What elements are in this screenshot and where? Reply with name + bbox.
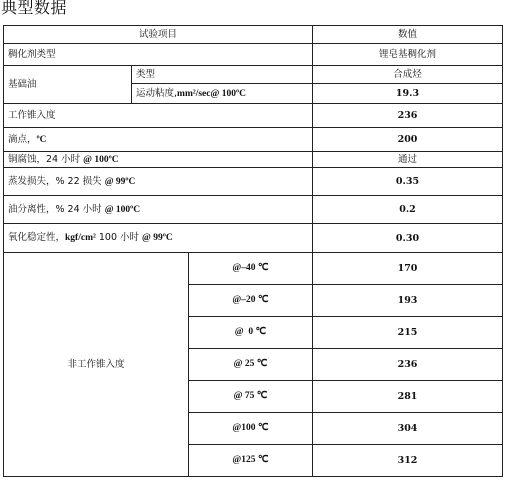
- oil-separation-condition: @ 100ºC: [104, 204, 141, 215]
- temperature-label: @–20 ℃: [189, 285, 313, 317]
- temperature-label: @ 25 ℃: [189, 349, 313, 381]
- drop-point-unit: ºC: [36, 134, 47, 145]
- work-penetration-value: 236: [313, 104, 503, 128]
- table-row: [4, 128, 503, 152]
- corrosion-label: [4, 152, 313, 168]
- corrosion-label-text: 铜腐蚀，24 小时: [8, 153, 84, 165]
- base-oil-viscosity-value: 19.3: [313, 84, 503, 104]
- header-value: 数值: [313, 26, 503, 44]
- base-oil-viscosity-label: [132, 84, 313, 104]
- corrosion-value: 通过: [313, 152, 503, 168]
- base-oil-type-label: 类型: [132, 66, 313, 84]
- oil-separation-label: [4, 196, 313, 224]
- table-row: [4, 168, 503, 196]
- table-header-row: [4, 26, 503, 44]
- base-oil-type-value: 合成烃: [313, 66, 503, 84]
- oil-separation-value: 0.2: [313, 196, 503, 224]
- temperature-label: @ 75 ℃: [189, 381, 313, 413]
- oxidation-value: 0.30: [313, 224, 503, 253]
- table-row: [4, 196, 503, 224]
- table-row: [4, 224, 503, 253]
- temperature-label: @100 ℃: [189, 413, 313, 445]
- evaporation-value: 0.35: [313, 168, 503, 196]
- drop-point-label: [4, 128, 313, 152]
- corrosion-condition: @ 100ºC: [83, 154, 119, 165]
- base-oil-label: 基础油: [4, 66, 132, 104]
- temperature-label: @125 ℃: [189, 445, 313, 477]
- thickener-label: 稠化剂类型: [4, 44, 313, 66]
- penetration-value: 193: [313, 285, 503, 317]
- penetration-value: 304: [313, 413, 503, 445]
- penetration-value: 281: [313, 381, 503, 413]
- table-row: [4, 44, 503, 66]
- evaporation-label-text: 蒸发损失，% 22 损失: [8, 175, 105, 187]
- oxidation-condition: @ 99ºC: [142, 233, 173, 243]
- viscosity-unit: mm²/sec@ 100ºC: [177, 88, 246, 99]
- temperature-label: @ 0 ℃: [189, 317, 313, 349]
- evaporation-label: [4, 168, 313, 196]
- page-title: 典型数据: [1, 0, 68, 17]
- penetration-value: 170: [313, 253, 503, 285]
- temperature-label: @–40 ℃: [189, 253, 313, 285]
- oxidation-duration: 100 小时: [95, 232, 143, 243]
- oxidation-unit: kgf/cm²: [65, 233, 96, 243]
- thickener-value: 锂皂基稠化剂: [313, 44, 503, 66]
- oxidation-label-text: 氧化稳定性，: [8, 232, 66, 243]
- penetration-value: 236: [313, 349, 503, 381]
- table-row: [4, 152, 503, 168]
- oil-separation-label-text: 油分离性，% 24 小时: [8, 203, 105, 215]
- oxidation-label: [4, 224, 313, 253]
- table-row: [4, 104, 503, 128]
- viscosity-label-text: 运动粘度,: [136, 87, 178, 99]
- table-row: [4, 253, 503, 285]
- penetration-value: 312: [313, 445, 503, 477]
- drop-point-label-text: 滴点，: [8, 133, 37, 145]
- header-item: 试验项目: [4, 26, 313, 44]
- drop-point-value: 200: [313, 128, 503, 152]
- penetration-value: 215: [313, 317, 503, 349]
- work-penetration-label: 工作锥入度: [4, 104, 313, 128]
- typical-data-table: [3, 25, 503, 477]
- evaporation-condition: @ 99ºC: [104, 176, 136, 187]
- non-work-penetration-label: 非工作锥入度: [4, 253, 189, 477]
- table-row: [4, 66, 503, 84]
